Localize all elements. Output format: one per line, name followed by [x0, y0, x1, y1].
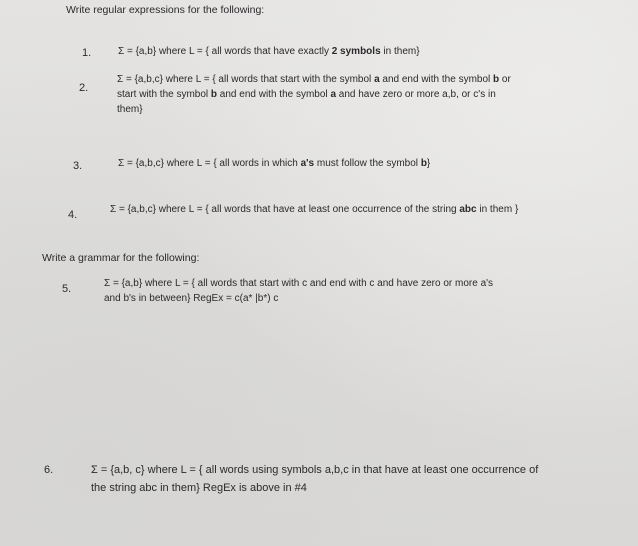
question-text-line — [118, 44, 420, 59]
question-6-text — [91, 461, 538, 497]
question-text-line — [91, 461, 538, 479]
text-segment: and have zero or more a,b, or c's in — [336, 89, 496, 100]
text-segment: and end with the symbol — [217, 89, 331, 100]
bold-term: b — [493, 74, 500, 85]
text-segment: start with the symbol — [117, 89, 211, 100]
question-number: 5. — [62, 283, 72, 295]
question-number: 6. — [44, 464, 54, 476]
bold-term: a — [330, 89, 336, 100]
bold-term: a — [374, 74, 380, 85]
question-5-text — [104, 276, 493, 306]
text-segment: the string abc in them} RegEx is above in #4 — [91, 482, 307, 494]
text-segment: them} — [117, 104, 143, 115]
question-1-text — [118, 44, 420, 59]
text-segment: Σ = {a,b, c} where L = { all words using symbols a,b,c in that have at least one occurrence of — [91, 464, 539, 476]
bold-term: b — [210, 89, 218, 100]
question-number: 1. — [82, 47, 92, 59]
bold-term: b — [420, 158, 427, 169]
text-segment: Σ = {a,b} where L = { all words that start with c and end with c and have zero or more a's — [104, 278, 494, 289]
text-segment: and end with the symbol — [379, 74, 494, 85]
text-segment: must follow the symbol — [314, 158, 421, 169]
question-text-line — [104, 291, 493, 306]
question-4-text — [110, 202, 518, 217]
text-segment: Σ = {a,b,c} where L = { all words that have at least one occurrence of the string — [110, 204, 460, 215]
text-segment: in them } — [476, 204, 519, 215]
text-segment: and b's in between} RegEx = c(a* |b*) c — [104, 293, 279, 304]
question-text-line — [117, 72, 511, 87]
text-segment: } — [426, 158, 431, 169]
grammar-section-heading: Write a grammar for the following: — [42, 252, 200, 264]
question-number: 3. — [73, 160, 83, 172]
text-segment: Σ = {a,b} where L = { all words that have exactly — [118, 46, 332, 57]
text-segment: Σ = {a,b,c} where L = { all words in which — [118, 158, 301, 169]
bold-term: abc — [459, 204, 477, 215]
question-2-text — [117, 72, 511, 117]
bold-term: 2 symbols — [331, 46, 381, 57]
question-text-line — [110, 202, 518, 217]
text-segment: Σ = {a,b,c} where L = { all words that start with the symbol — [117, 74, 375, 85]
question-text-line — [117, 87, 511, 102]
question-text-line — [104, 276, 493, 291]
question-text-line — [118, 156, 430, 171]
question-3-text — [118, 156, 430, 171]
text-segment: or — [499, 74, 511, 85]
question-text-line — [117, 102, 511, 117]
question-text-line — [91, 479, 538, 497]
regex-section-heading: Write regular expressions for the following: — [66, 4, 265, 16]
text-segment: in them} — [380, 46, 420, 57]
question-number: 4. — [68, 209, 78, 221]
question-number: 2. — [79, 82, 89, 94]
bold-term: a's — [300, 158, 315, 169]
